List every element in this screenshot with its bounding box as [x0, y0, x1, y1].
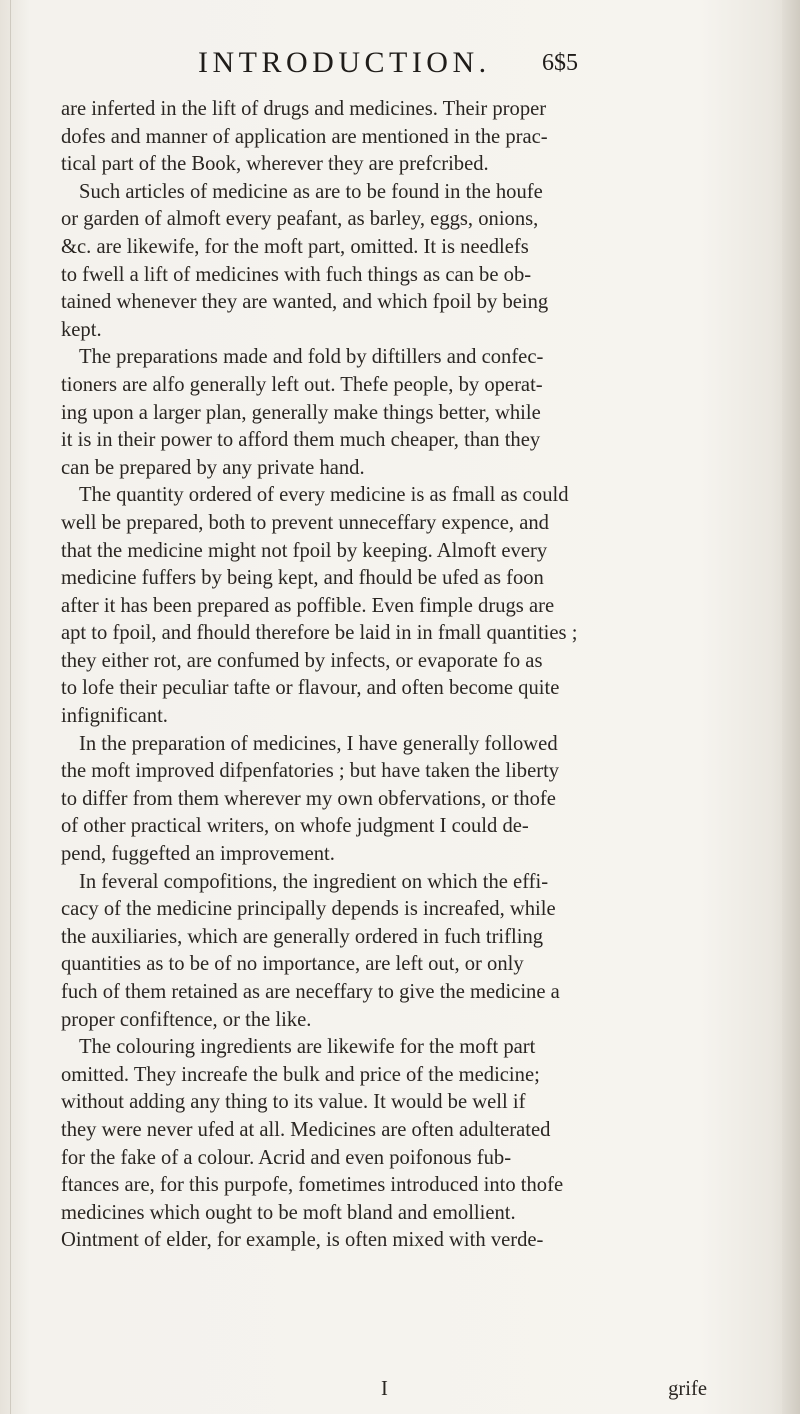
text-line: that the medicine might not fpoil by keeping. Almoft every	[61, 539, 548, 562]
running-title: INTRODUCTION.	[198, 46, 491, 79]
text-line: medicines which ought to be moft bland and emollient.	[61, 1201, 516, 1224]
paragraph-start-line: The quantity ordered of every medicine is as fmall as could	[79, 484, 569, 507]
text-line: cacy of the medicine principally depends is increafed, while	[61, 898, 556, 921]
text-line: to fwell a lift of medicines with fuch things as can be ob-	[61, 263, 532, 286]
text-line: infignificant.	[61, 705, 168, 728]
page-footer	[61, 1378, 707, 1406]
text-line: medicine fuffers by being kept, and fhould be ufed as foon	[61, 567, 544, 590]
body-text	[61, 96, 707, 1255]
text-line: Ointment of elder, for example, is often mixed with verde-	[61, 1229, 544, 1252]
text-line: they either rot, are confumed by infects, or evaporate fo as	[61, 649, 543, 672]
text-line: or garden of almoft every peafant, as barley, eggs, onions,	[61, 208, 539, 231]
text-line: &c. are likewife, for the moft part, omitted. It is needlefs	[61, 235, 529, 258]
text-line: apt to fpoil, and fhould therefore be laid in in fmall quantities ;	[61, 622, 578, 645]
page-right-edge	[782, 0, 800, 1414]
text-line: pend, fuggefted an improvement.	[61, 843, 335, 866]
text-line: tical part of the Book, wherever they are prefcribed.	[61, 153, 489, 176]
text-line: quantities as to be of no importance, are left out, or only	[61, 953, 524, 976]
text-line: omitted. They increafe the bulk and price of the medicine;	[61, 1063, 540, 1086]
text-line: the moft improved difpenfatories ; but have taken the liberty	[61, 760, 560, 783]
text-line: tioners are alfo generally left out. Thefe people, by operat-	[61, 373, 543, 396]
text-line: fuch of them retained as are neceffary to give the medicine a	[61, 981, 560, 1003]
signature-mark: I	[381, 1378, 388, 1400]
text-line: to differ from them wherever my own obfervations, or thofe	[61, 787, 556, 810]
text-line: are inferted in the lift of drugs and medicines. Their proper	[61, 98, 547, 120]
paragraph-start-line: The preparations made and fold by diftillers and confec-	[79, 346, 544, 369]
page-gutter-edge	[10, 0, 11, 1414]
text-line: it is in their power to afford them much cheaper, than they	[61, 429, 541, 452]
text-line: after it has been prepared as poffible. Even fimple drugs are	[61, 594, 555, 617]
paragraph-start-line: Such articles of medicine as are to be found in the houfe	[79, 180, 543, 203]
text-line: can be prepared by any private hand.	[61, 456, 365, 479]
text-line: for the fake of a colour. Acrid and even poifonous fub-	[61, 1146, 512, 1169]
page-number: 6$5	[542, 50, 578, 76]
text-line: proper confiftence, or the like.	[61, 1008, 312, 1031]
text-line: ftances are, for this purpofe, fometimes introduced into thofe	[61, 1174, 564, 1197]
catchword: grife	[668, 1378, 707, 1400]
text-line: the auxiliaries, which are generally ordered in fuch trifling	[61, 925, 544, 948]
text-line: ing upon a larger plan, generally make things better, while	[61, 401, 541, 424]
text-line: dofes and manner of application are mentioned in the prac-	[61, 125, 548, 148]
running-header	[198, 46, 578, 86]
paragraph-start-line: In feveral compofitions, the ingredient on which the effi-	[79, 870, 549, 893]
text-line: tained whenever they are wanted, and which fpoil by being	[61, 291, 549, 314]
paragraph-start-line: The colouring ingredients are likewife for the moft part	[79, 1036, 536, 1059]
text-line: they were never ufed at all. Medicines are often adulterated	[61, 1118, 551, 1141]
text-line: well be prepared, both to prevent unneceffary expence, and	[61, 511, 549, 534]
text-line: kept.	[61, 318, 102, 341]
text-line: of other practical writers, on whofe judgment I could de-	[61, 815, 529, 838]
paragraph-start-line: In the preparation of medicines, I have generally followed	[79, 732, 558, 755]
text-line: without adding any thing to its value. It would be well if	[61, 1091, 526, 1114]
text-line: to lofe their peculiar tafte or flavour, and often become quite	[61, 677, 560, 700]
